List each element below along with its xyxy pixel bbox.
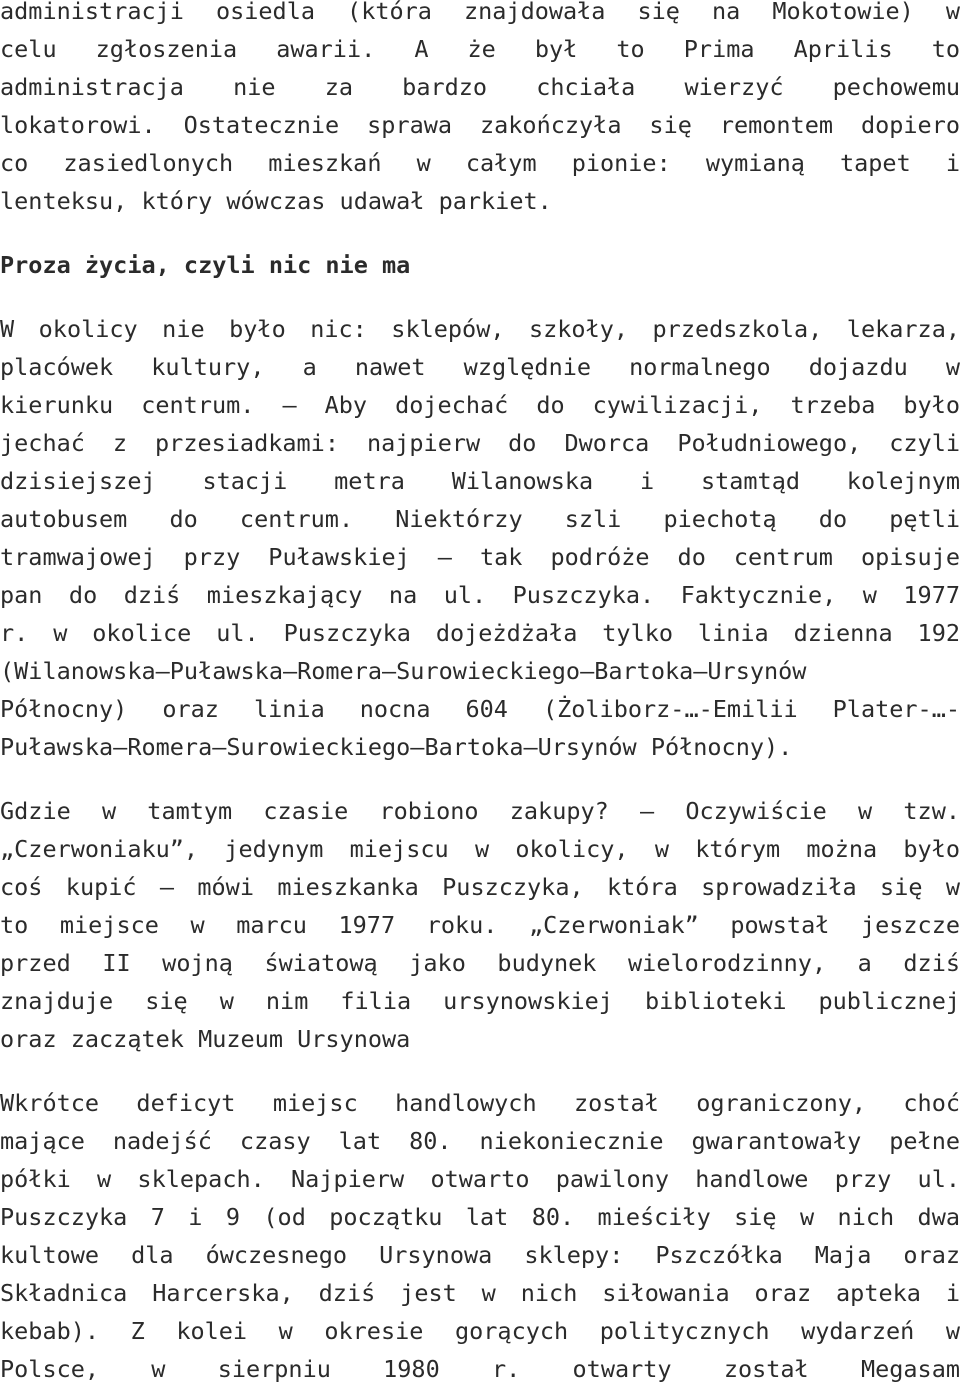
text-line: administracji osiedla (która znajdowała się na Mokotowie) w [0,0,960,25]
text-line: coś kupić — mówi mieszkanka Puszczyka, która sprowadziła się w [0,873,960,901]
text-line: celu zgłoszenia awarii. A że był to Prima Aprilis to [0,35,960,63]
text-line: półki w sklepach. Najpierw otwarto pawilony handlowe przy ul. [0,1165,960,1193]
text-line: „Czerwoniaku”, jedynym miejscu w okolicy, w którym można było [0,835,960,863]
text-line: administracja nie za bardzo chciała wierzyć pechowemu [0,73,960,101]
text-line: pan do dziś mieszkający na ul. Puszczyka. Faktycznie, w 1977 [0,581,960,609]
section-heading: Proza życia, czyli nic nie ma [0,251,411,279]
text-line: znajduje się w nim filia ursynowskiej biblioteki publicznej [0,987,960,1015]
text-line: lenteksu, który wówczas udawał parkiet. [0,187,552,215]
text-line: autobusem do centrum. Niektórzy szli piechotą do pętli [0,505,960,533]
text-line: mające nadejść czasy lat 80. niekoniecznie gwarantowały pełne [0,1127,960,1155]
text-line: oraz zaczątek Muzeum Ursynowa [0,1025,411,1053]
paragraph-okolica [0,310,960,766]
text-line: Polsce, w sierpniu 1980 r. otwarty został Megasam [0,1355,960,1383]
text-line: przed II wojną światową jako budynek wielorodzinny, a dziś [0,949,960,977]
text-line: dzisiejszej stacji metra Wilanowska i stamtąd kolejnym [0,467,960,495]
text-line: Gdzie w tamtym czasie robiono zakupy? — Oczywiście w tzw. [0,797,960,825]
text-line: Puszczyka 7 i 9 (od początku lat 80. mieściły się w nich dwa [0,1203,960,1231]
text-line: jechać z przesiadkami: najpierw do Dworca Południowego, czyli [0,429,960,457]
text-line: kierunku centrum. — Aby dojechać do cywilizacji, trzeba było [0,391,960,419]
text-line: Północny) oraz linia nocna 604 (Żoliborz-…-Emilii Plater-…- [0,695,960,723]
text-line: r. w okolice ul. Puszczyka dojeżdżała tylko linia dzienna 192 [0,619,960,647]
text-line: kebab). Z kolei w okresie gorących politycznych wydarzeń w [0,1317,960,1345]
text-line: Wkrótce deficyt miejsc handlowych został ograniczony, choć [0,1089,960,1117]
text-line: tramwajowej przy Puławskiej — tak podróże do centrum opisuje [0,543,960,571]
paragraph-awaria [0,0,960,220]
text-line: to miejsce w marcu 1977 roku. „Czerwoniak” powstał jeszcze [0,911,960,939]
text-line: W okolicy nie było nic: sklepów, szkoły, przedszkola, lekarza, [0,315,960,343]
text-line: co zasiedlonych mieszkań w całym pionie: wymianą tapet i [0,149,960,177]
text-line: placówek kultury, a nawet względnie normalnego dojazdu w [0,353,960,381]
text-line: Składnica Harcerska, dziś jest w nich siłowania oraz apteka i [0,1279,960,1307]
text-line: Puławska—Romera—Surowieckiego—Bartoka—Ursynów Północny). [0,733,793,761]
paragraph-zakupy [0,792,960,1058]
paragraph-handel [0,1084,960,1388]
text-line: lokatorowi. Ostatecznie sprawa zakończyła się remontem dopiero [0,111,960,139]
text-line: kultowe dla ówczesnego Ursynowa sklepy: Pszczółka Maja oraz [0,1241,960,1269]
text-line: (Wilanowska—Puławska—Romera—Surowieckiego—Bartoka—Ursynów [0,657,807,685]
